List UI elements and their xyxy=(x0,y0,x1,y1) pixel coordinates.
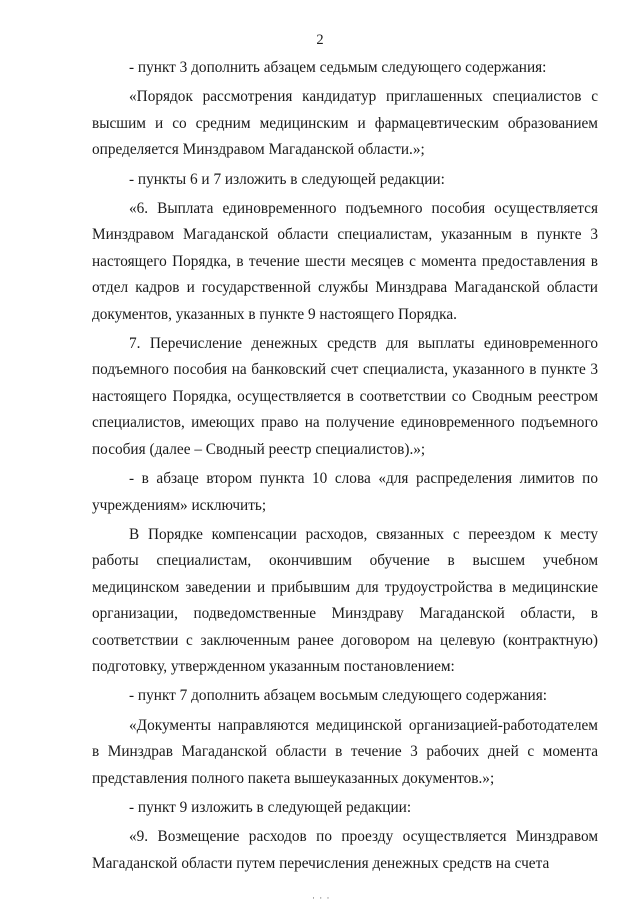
paragraph-8: - пункт 7 дополнить абзацем восьмым следующего содержания: xyxy=(129,687,548,705)
paragraph-4: «6. Выплата единовременного подъемного пособия осуществляется Минздравом Магаданской области специалистам, указанным в пункте 3 настоящего Порядка, в течение шести месяцев с момента предоставления в отдел кадров и государственной службы Минздрава Магаданской области документов, указанных в пункте 9 настоящего Порядка. xyxy=(92,200,598,323)
paragraph-10: - пункт 9 изложить в следующей редакции: xyxy=(129,798,412,816)
paragraph-1: - пункт 3 дополнить абзацем седьмым следующего содержания: xyxy=(129,59,547,76)
paragraph-9: «Документы направляются медицинской организацией-работодателем в Минздрав Магаданской области в течение 3 рабочих дней с момента представления полного пакета вышеуказанных документов.»; xyxy=(92,716,598,787)
scan-artifact-dots: · · · xyxy=(312,893,331,903)
paragraph-3: - пункты 6 и 7 изложить в следующей редакции: xyxy=(129,170,445,188)
paragraph-2: «Порядок рассмотрения кандидатур приглашенных специалистов с высшим и со средним медицинским и фармацевтическим образованием определяется Минздравом Магаданской области.»; xyxy=(92,88,598,159)
paragraph-7: В Порядке компенсации расходов, связанных с переездом к месту работы специалистам, окончившим обучение в высшем учебном медицинском заведении и прибывшим для трудоустройства в медицинские организации, подведомственные Минздраву Магаданской области, в соответствии с заключенным ранее договором на целевую (контрактную) подготовку, утвержденном указанным постановлением: xyxy=(92,525,598,675)
paragraph-6: - в абзаце втором пункта 10 слова «для распределения лимитов по учреждениям» исключить; xyxy=(92,470,598,514)
paragraph-11: «9. Возмещение расходов по проезду осуществляется Минздравом Магаданской области путем перечисления денежных средств на счета xyxy=(92,828,598,872)
page-number: 2 xyxy=(316,32,324,48)
document-body xyxy=(92,55,598,880)
paragraph-5: 7. Перечисление денежных средств для выплаты единовременного подъемного пособия на банковский счет специалиста, указанного в пункте 3 настоящего Порядка, осуществляется в соответствии со Сводным реестром специалистов, имеющих право на получение единовременного подъемного пособия (далее – Сводный реестр специалистов).»; xyxy=(92,335,598,458)
